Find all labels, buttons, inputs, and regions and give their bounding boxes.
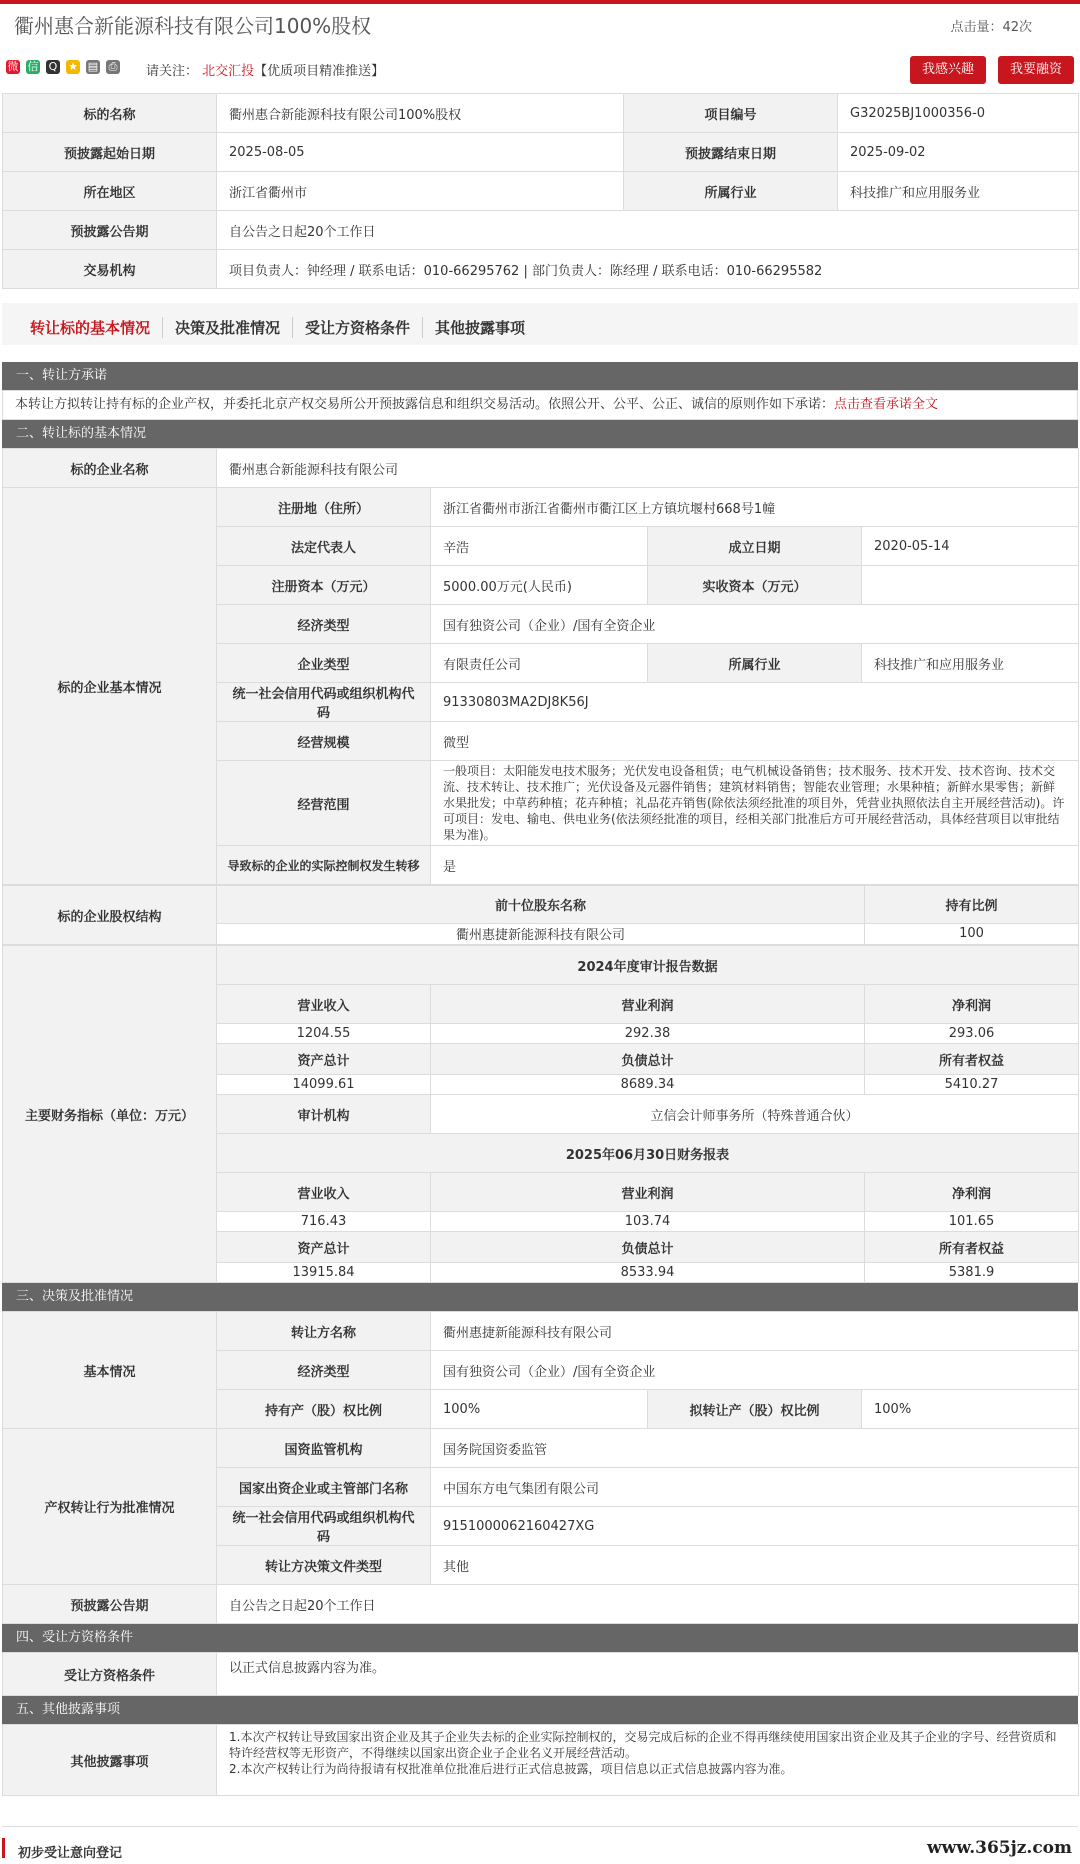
paid-label: 实收资本（万元） [648, 566, 862, 605]
period-label: 预披露公告期 [3, 211, 217, 250]
r-equity-label: 所有者权益 [865, 1232, 1079, 1263]
legal-label: 法定代表人 [217, 527, 431, 566]
share-icons [6, 60, 120, 74]
industry-value: 科技推广和应用服务业 [838, 172, 1079, 211]
parent-value: 中国东方电气集团有限公司 [431, 1468, 1079, 1507]
name-label: 标的名称 [3, 94, 217, 133]
a-debt-value: 8689.34 [431, 1075, 865, 1095]
code-value: G32025BJ1000356-0 [838, 94, 1079, 133]
auditor-label: 审计机构 [217, 1095, 431, 1134]
footer-accent [2, 1838, 5, 1858]
decision-basic-label: 基本情况 [3, 1312, 217, 1429]
tab-decision[interactable]: 决策及批准情况 [163, 317, 293, 338]
r-equity-value: 5381.9 [865, 1263, 1079, 1283]
holder-value: 衢州惠捷新能源科技有限公司 [217, 923, 865, 944]
plan-value: 100% [862, 1390, 1079, 1429]
follow-text [146, 60, 384, 79]
a-equity-label: 所有者权益 [865, 1044, 1079, 1075]
section-qualification-header: 四、受让方资格条件 [2, 1624, 1078, 1652]
decision-file-value: 其他 [431, 1546, 1079, 1585]
transferor-label: 转让方名称 [217, 1312, 431, 1351]
click-count: 点击量：42次 [950, 20, 1032, 35]
report-title: 2025年06月30日财务报表 [217, 1134, 1079, 1173]
econ-label: 经济类型 [217, 605, 431, 644]
r-net-label: 净利润 [865, 1173, 1079, 1212]
r-debt-label: 负债总计 [431, 1232, 865, 1263]
brand-suffix: 【优质项目精准推送】 [254, 64, 385, 79]
period-value: 自公告之日起20个工作日 [217, 211, 1079, 250]
decision-econ-label: 经济类型 [217, 1351, 431, 1390]
equity-table [2, 885, 1079, 945]
section-promise-header: 一、转让方承诺 [2, 362, 1078, 390]
capital-value: 5000.00万元(人民币) [431, 566, 648, 605]
decision-credit-value: 9151000062160427XG [431, 1507, 1079, 1546]
promise-body: 本转让方拟转让持有标的企业产权，并委托北京产权交易所公开预披露信息和组织交易活动。依照公开、公平、公正、诚信的原则作如下承诺： [15, 397, 835, 412]
other-table [2, 1724, 1079, 1796]
a-debt-label: 负债总计 [431, 1044, 865, 1075]
r-rev-label: 营业收入 [217, 1173, 431, 1212]
section-decision-header: 三、决策及批准情况 [2, 1283, 1078, 1311]
r-assets-label: 资产总计 [217, 1232, 431, 1263]
sasac-value: 国务院国资委监管 [431, 1429, 1079, 1468]
tab-basic-info[interactable]: 转让标的基本情况 [18, 317, 163, 338]
parent-label: 国家出资企业或主管部门名称 [217, 1468, 431, 1507]
a-net-value: 293.06 [865, 1024, 1079, 1044]
credit-value: 91330803MA2DJ8K56J [431, 683, 1079, 722]
r-assets-value: 13915.84 [217, 1263, 431, 1283]
scale-label: 经营规模 [217, 722, 431, 761]
end-date-label: 预披露结束日期 [624, 133, 838, 172]
brand-link[interactable]: 北交汇投 [202, 64, 255, 79]
detail-content [2, 362, 1078, 1796]
promise-link[interactable]: 点击查看承诺全文 [834, 397, 939, 412]
credit-label: 统一社会信用代码或组织机构代码 [217, 683, 431, 722]
a-rev-value: 1204.55 [217, 1024, 431, 1044]
decision-credit-label: 统一社会信用代码或组织机构代码 [217, 1507, 431, 1546]
reg-addr-value: 浙江省衢州市浙江省衢州市衢江区上方镇坑堰村668号1幢 [431, 488, 1079, 527]
agency-value: 项目负责人：钟经理 / 联系电话：010-66295762 | 部门负责人：陈经理 / 联系电话：010-66295582 [217, 250, 1079, 289]
weibo-icon[interactable]: 微 [7, 60, 19, 73]
equity-label: 标的企业股权结构 [3, 886, 217, 945]
other-line-2: 2.本次产权转让行为尚待报请有权批准单位批准后进行正式信息披露，项目信息以正式信息披露内容为准。 [229, 1762, 793, 1776]
print-icon[interactable]: ⎙ [106, 60, 120, 74]
audit-title: 2024年度审计报告数据 [217, 946, 1079, 985]
other-line-1: 1.本次产权转让导致国家出资企业及其子企业失去标的企业实际控制权的，交易完成后标的企业不得再继续使用国家出资企业及其子企业的字号、经营资质和特许经营权等无形资产，不得继续以国家出资企业子企业名义开展经营活动。 [229, 1730, 1057, 1760]
qq-icon[interactable]: Q [46, 60, 60, 74]
section-other-header: 五、其他披露事项 [2, 1696, 1078, 1724]
legal-value: 辛浩 [431, 527, 648, 566]
company-label: 标的企业名称 [3, 449, 217, 488]
end-date-value: 2025-09-02 [838, 133, 1079, 172]
wechat-icon[interactable]: 信 [27, 60, 39, 73]
paid-value [862, 566, 1079, 605]
basic-info-table [2, 448, 1079, 885]
other-label: 其他披露事项 [3, 1725, 217, 1796]
found-value: 2020-05-14 [862, 527, 1079, 566]
r-profit-value: 103.74 [431, 1212, 865, 1232]
ind-value: 科技推广和应用服务业 [862, 644, 1079, 683]
fin-label: 主要财务指标（单位：万元） [3, 946, 217, 1283]
page-title: 衢州惠合新能源科技有限公司100%股权 [14, 14, 372, 38]
capital-label: 注册资本（万元） [217, 566, 431, 605]
start-date-value: 2025-08-05 [217, 133, 624, 172]
transferor-value: 衢州惠捷新能源科技有限公司 [431, 1312, 1079, 1351]
top-accent-bar [0, 0, 1080, 4]
a-net-label: 净利润 [865, 985, 1079, 1024]
decision-period-value: 自公告之日起20个工作日 [217, 1585, 1079, 1624]
code-label: 项目编号 [624, 94, 838, 133]
tab-qualification[interactable]: 受让方资格条件 [293, 317, 423, 338]
share-toolbar [6, 56, 1074, 86]
name-value: 衢州惠合新能源科技有限公司100%股权 [217, 94, 624, 133]
econ-value: 国有独资公司（企业）/国有全资企业 [431, 605, 1079, 644]
plan-label: 拟转让产（股）权比例 [648, 1390, 862, 1429]
decision-file-label: 转让方决策文件类型 [217, 1546, 431, 1585]
basic-label: 标的企业基本情况 [3, 488, 217, 885]
intent-registration-title: 初步受让意向登记 [18, 1846, 123, 1861]
found-label: 成立日期 [648, 527, 862, 566]
decision-table [2, 1311, 1079, 1624]
a-profit-label: 营业利润 [431, 985, 865, 1024]
industry-label: 所属行业 [624, 172, 838, 211]
section-basic-header: 二、转让标的基本情况 [2, 420, 1078, 448]
reg-addr-label: 注册地（住所） [217, 488, 431, 527]
hold-label: 持有产（股）权比例 [217, 1390, 431, 1429]
page-header [14, 8, 1066, 38]
hold-value: 100% [431, 1390, 648, 1429]
tab-other[interactable]: 其他披露事项 [435, 318, 526, 337]
section-tabs [18, 312, 537, 342]
decision-econ-value: 国有独资公司（企业）/国有全资企业 [431, 1351, 1079, 1390]
scope-value: 一般项目：太阳能发电技术服务；光伏发电设备租赁；电气机械设备销售；技术服务、技术开发、技术咨询、技术交流、技术转让、技术推广；光伏设备及元器件销售；建筑材料销售；智能农业管理；水果种植；新鲜水果零售；新鲜水果批发；中草药种植；花卉种植；礼品花卉销售(除依法须经批准的项目外，凭营业执照依法自主开展经营活动)。许可项目：发电、输电、供电业务(依法须经批准的项目，经相关部门批准后方可开展经营活动，具体经营项目以审批结果为准)。 [431, 761, 1079, 846]
r-debt-value: 8533.94 [431, 1263, 865, 1283]
follow-label: 请关注： [146, 64, 199, 79]
ent-type-label: 企业类型 [217, 644, 431, 683]
star-icon[interactable]: ★ [66, 60, 80, 74]
r-rev-value: 716.43 [217, 1212, 431, 1232]
sasac-label: 国资监管机构 [217, 1429, 431, 1468]
auditor-value: 立信会计师事务所（特殊普通合伙） [431, 1095, 1079, 1134]
r-net-value: 101.65 [865, 1212, 1079, 1232]
promise-text [2, 390, 1078, 420]
project-info-table [2, 93, 1079, 289]
holder-head: 前十位股东名称 [217, 886, 865, 924]
bottom-divider [2, 1826, 1078, 1827]
qualification-value: 以正式信息披露内容为准。 [217, 1653, 1079, 1696]
qualification-table [2, 1652, 1079, 1696]
approve-label: 产权转让行为批准情况 [3, 1429, 217, 1585]
decision-period-label: 预披露公告期 [3, 1585, 217, 1624]
ind-label: 所属行业 [648, 644, 862, 683]
company-value: 衢州惠合新能源科技有限公司 [217, 449, 1079, 488]
other-value [217, 1725, 1079, 1796]
start-date-label: 预披露起始日期 [3, 133, 217, 172]
finance-table [2, 945, 1079, 1283]
r-profit-label: 营业利润 [431, 1173, 865, 1212]
a-equity-value: 5410.27 [865, 1075, 1079, 1095]
scale-value: 微型 [431, 722, 1079, 761]
region-value: 浙江省衢州市 [217, 172, 624, 211]
region-label: 所在地区 [3, 172, 217, 211]
scope-label: 经营范围 [217, 761, 431, 846]
site-watermark: www.365jz.com [927, 1838, 1072, 1858]
finance-button[interactable]: 我要融资 [998, 56, 1074, 84]
control-label: 导致标的企业的实际控制权发生转移 [217, 846, 431, 885]
bookmark-icon[interactable]: ▤ [87, 60, 99, 73]
ratio-head: 持有比例 [865, 886, 1079, 924]
a-assets-label: 资产总计 [217, 1044, 431, 1075]
ratio-value: 100 [865, 923, 1079, 944]
control-value: 是 [431, 846, 1079, 885]
a-rev-label: 营业收入 [217, 985, 431, 1024]
a-assets-value: 14099.61 [217, 1075, 431, 1095]
a-profit-value: 292.38 [431, 1024, 865, 1044]
interest-button[interactable]: 我感兴趣 [910, 56, 986, 84]
agency-label: 交易机构 [3, 250, 217, 289]
qualification-label: 受让方资格条件 [3, 1653, 217, 1696]
ent-type-value: 有限责任公司 [431, 644, 648, 683]
